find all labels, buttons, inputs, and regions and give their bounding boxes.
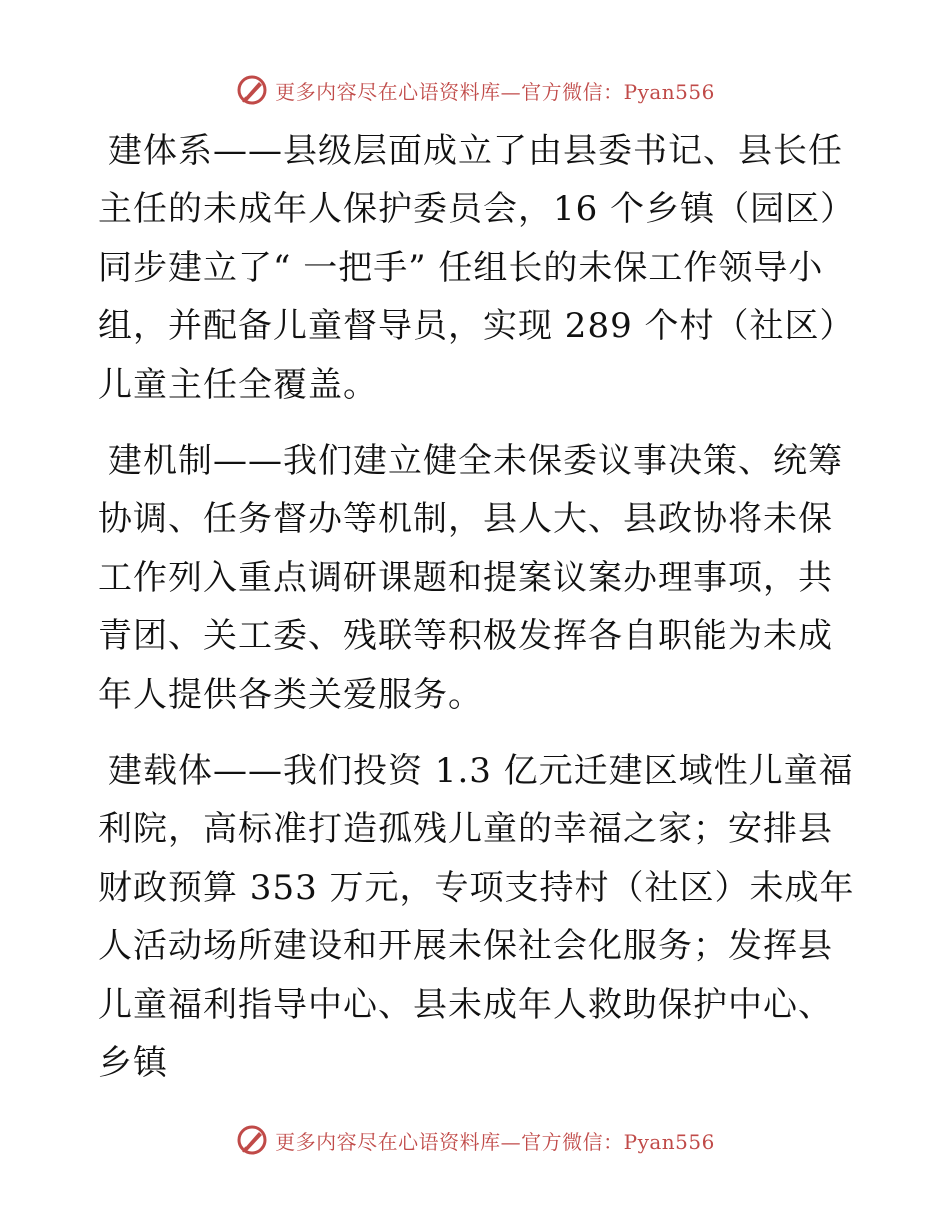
footer-watermark-text: 更多内容尽在心语资料库—官方微信：Pyan556	[275, 1129, 715, 1154]
footer-watermark	[0, 1120, 950, 1160]
paragraph-mechanism: 建机制——我们建立健全未保委议事决策、统筹协调、任务督办等机制，县人大、县政协将未保工作列入重点调研课题和提案议案办理事项，共青团、关工委、残联等积极发挥各自职能为未成年人提供各类关爱服务。	[98, 441, 843, 715]
header-watermark	[0, 70, 950, 110]
quill-pen-icon	[235, 1123, 269, 1157]
quill-pen-icon	[235, 73, 269, 107]
paragraph-carrier: 建载体——我们投资 1.3 亿元迁建区域性儿童福利院，高标准打造孤残儿童的幸福之家；安排县财政预算 353 万元，专项支持村（社区）未成年人活动场所建设和开展未保社会化服务；发挥县儿童福利指导中心、县未成年人救助保护中心、乡镇	[98, 751, 855, 1084]
paragraph-system: 建体系——县级层面成立了由县委书记、县长任主任的未成年人保护委员会，16 个乡镇（园区）同步建立了“ 一把手” 任组长的未保工作领导小组，并配备儿童督导员，实现 289 个村（社区）儿童主任全覆盖。	[98, 131, 856, 405]
document-body	[98, 122, 858, 1111]
header-watermark-text: 更多内容尽在心语资料库—官方微信：Pyan556	[275, 79, 715, 104]
